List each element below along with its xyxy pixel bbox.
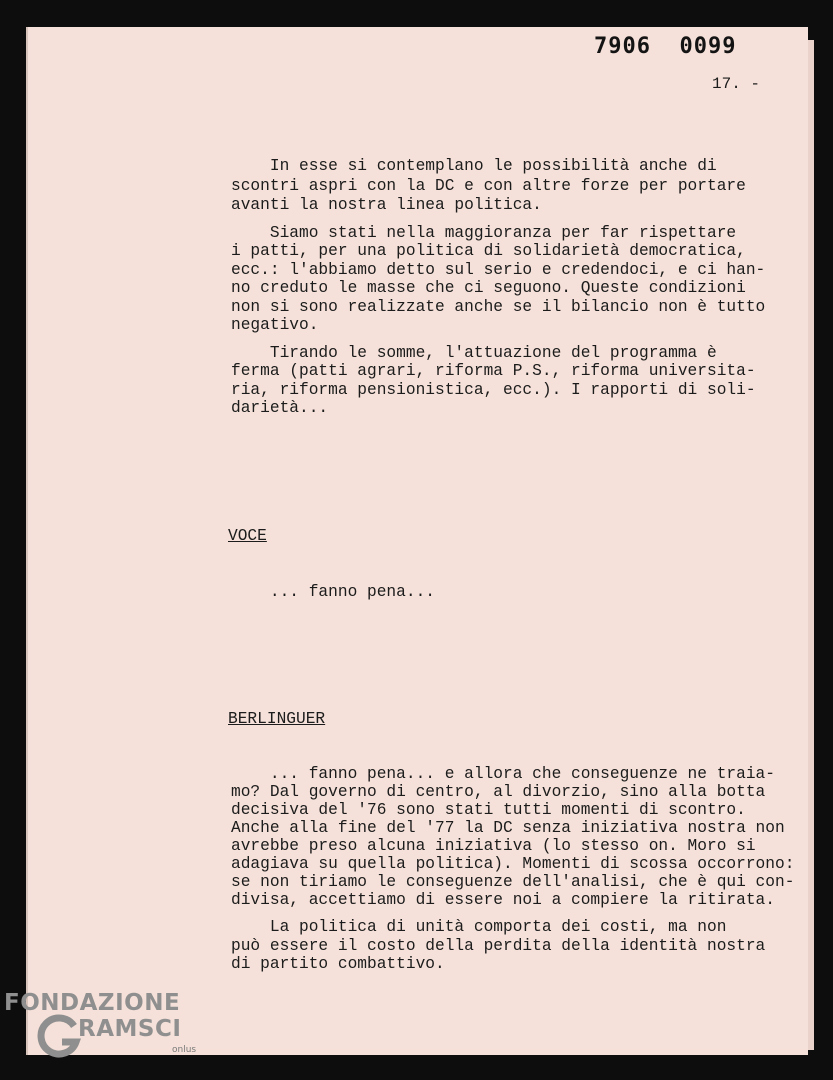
logo-line1: FONDAZIONE xyxy=(4,990,181,1016)
text-line: divisa, accettiamo di essere noi a compiere la ritirata. xyxy=(231,891,775,909)
text-line: avrebbe preso alcuna iniziativa (lo stesso on. Moro si xyxy=(231,837,756,855)
text-line: ferma (patti agrari, riforma P.S., riforma universita- xyxy=(231,362,756,380)
text-line: ... fanno pena... e allora che conseguenze ne traia- xyxy=(231,765,775,783)
logo-onlus: onlus xyxy=(172,1045,197,1055)
text-line: no creduto le masse che ci seguono. Queste condizioni xyxy=(231,279,746,297)
page-number: 17. - xyxy=(712,75,761,93)
fondazione-gramsci-logo xyxy=(4,990,214,1070)
text-line: i patti, per una politica di solidarietà democratica, xyxy=(231,242,746,260)
text-line: mo? Dal governo di centro, al divorzio, sino alla botta xyxy=(231,783,766,801)
text-line: In esse si contemplano le possibilità anche di xyxy=(231,157,717,175)
text-line: adagiava su quella politica). Momenti di scossa occorrono: xyxy=(231,855,795,873)
text-line: decisiva del '76 sono stati tutti momenti di scontro. xyxy=(231,801,746,819)
text-line: scontri aspri con la DC e con altre forze per portare xyxy=(231,177,746,195)
text-line: darietà... xyxy=(231,399,329,417)
speaker-name: VOCE xyxy=(228,527,267,545)
logo-line2: RAMSCI xyxy=(78,1016,182,1042)
text-line: non si sono realizzate anche se il bilancio non è tutto xyxy=(231,298,766,316)
text-line: può essere il costo della perdita della identità nostra xyxy=(231,937,766,955)
speaker-name: BERLINGUER xyxy=(228,710,326,728)
speech-text: ... fanno pena... xyxy=(231,583,435,601)
g-logo-icon xyxy=(34,1012,82,1060)
text-line: Anche alla fine del '77 la DC senza iniziativa nostra non xyxy=(231,819,785,837)
document-number: 7906 0099 xyxy=(594,34,737,59)
text-line: se non tiriamo le conseguenze dell'analisi, che è qui con- xyxy=(231,873,795,891)
text-line: La politica di unità comporta dei costi, ma non xyxy=(231,918,727,936)
text-line: di partito combattivo. xyxy=(231,955,445,973)
text-line: Siamo stati nella maggioranza per far rispettare xyxy=(231,224,737,242)
text-line: avanti la nostra linea politica. xyxy=(231,196,542,214)
text-line: ria, riforma pensionistica, ecc.). I rapporti di soli- xyxy=(231,381,756,399)
text-line: Tirando le somme, l'attuazione del programma è xyxy=(231,344,717,362)
page-edge xyxy=(808,40,814,1050)
text-line: ecc.: l'abbiamo detto sul serio e credendoci, e ci han- xyxy=(231,261,766,279)
text-line: negativo. xyxy=(231,316,319,334)
